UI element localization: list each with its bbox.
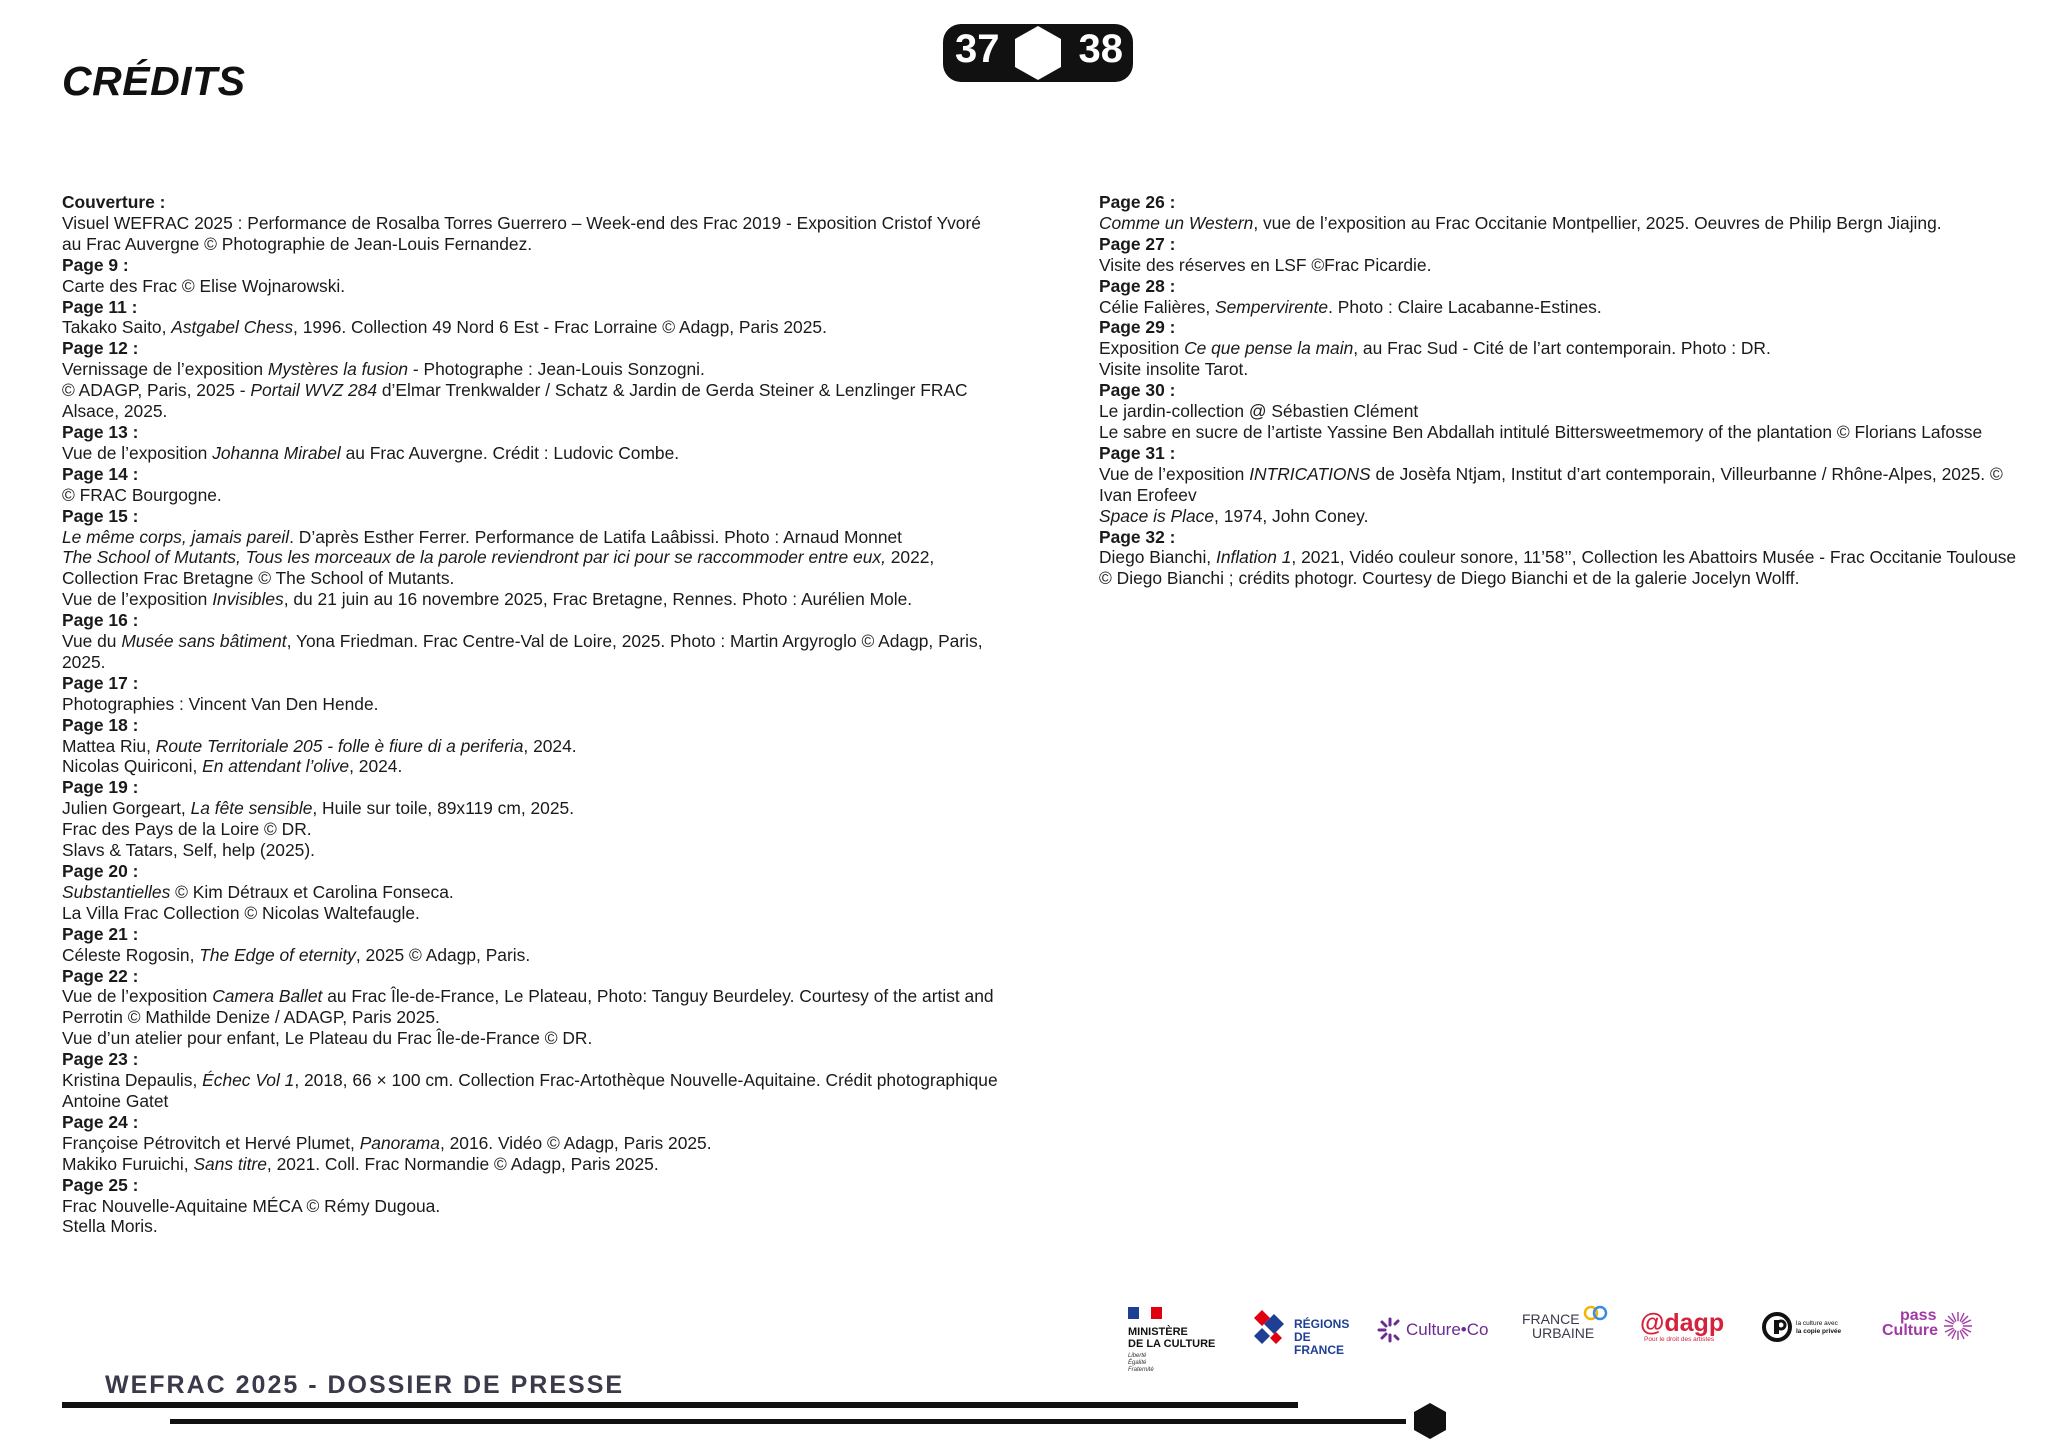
credit-work-title: Sans titre	[193, 1153, 267, 1174]
credit-text: , du 21 juin au 16 novembre 2025, Frac Bretagne, Rennes. Photo : Aurélien Mole.	[283, 589, 913, 610]
france-urbaine-line2: URBAINE	[1532, 1325, 1595, 1341]
credit-text: , 2021, Vidéo couleur sonore, 11’58’’, Collection les Abattoirs Musée - Frac Occitanie Toulouse © Diego Bianchi ; crédits photogr. Courtesy de Diego Bianchi et de la galerie Jocelyn Wolff.	[1099, 547, 2017, 589]
credit-line	[62, 317, 1002, 338]
credit-line	[62, 819, 1002, 840]
credit-text: au Frac Auvergne. Crédit : Ludovic Combe.	[340, 442, 680, 463]
credit-text: La Villa Frac Collection © Nicolas Waltefaugle.	[62, 902, 420, 923]
credit-page-heading: Couverture :	[62, 192, 166, 212]
credit-line	[62, 276, 1002, 297]
credit-line	[1099, 401, 2019, 422]
credit-entry	[62, 610, 1002, 673]
credit-work-title: Johanna Mirabel	[212, 442, 341, 463]
credit-entry	[62, 255, 1002, 297]
credit-text: , 2024.	[523, 735, 577, 756]
regions-line2: DE FRANCE	[1294, 1330, 1344, 1357]
credit-work-title: Comme un Western	[1099, 212, 1254, 233]
credit-work-title: La fête sensible	[190, 798, 313, 819]
credit-text: Slavs & Tatars, Self, help (2025).	[62, 840, 315, 861]
credit-line	[62, 798, 1002, 819]
credit-work-title: Mystères la fusion	[267, 359, 409, 380]
credit-work-title: The Edge of eternity	[199, 944, 356, 965]
credit-line	[62, 359, 1002, 380]
regions-line1: RÉGIONS	[1294, 1317, 1350, 1331]
credit-line	[62, 547, 1002, 589]
credit-line	[1099, 547, 2019, 589]
credit-line	[62, 527, 1002, 548]
credit-text: Visite des réserves en LSF ©Frac Picardie.	[1099, 254, 1432, 275]
credit-work-title: Portail WVZ 284	[250, 380, 378, 401]
france-urbaine-line1: FRANCE	[1522, 1311, 1580, 1327]
credit-line	[62, 443, 1002, 464]
pass-culture-star-icon	[1942, 1310, 1974, 1342]
credit-entry	[62, 422, 1002, 464]
credit-entry	[62, 464, 1002, 506]
credit-work-title: Panorama	[359, 1132, 440, 1153]
credit-line	[62, 485, 1002, 506]
credit-page-heading: Page 31 :	[1099, 442, 1176, 463]
credit-entry	[62, 966, 1002, 1050]
credit-text: © ADAGP, Paris, 2025 -	[62, 380, 251, 401]
credit-page-heading: Page 24 :	[62, 1111, 139, 1132]
credit-entry	[1099, 443, 2019, 527]
credit-text: de Josèfa Ntjam, Institut d’art contemporain, Villeurbanne / Rhône-Alpes, 2025. © Ivan Erofeev	[1099, 463, 2003, 505]
adagp-logo	[1640, 1310, 1740, 1354]
credit-text: , 2021. Coll. Frac Normandie © Adagp, Paris 2025.	[266, 1153, 659, 1174]
credit-line	[62, 1154, 1002, 1175]
credit-line	[1099, 255, 2019, 276]
copie-privee-icon	[1762, 1312, 1792, 1342]
credit-page-heading: Page 16 :	[62, 610, 139, 631]
credit-page-heading: Page 14 :	[62, 463, 139, 484]
credit-page-heading: Page 9 :	[62, 254, 129, 275]
credit-work-title: Substantielles	[62, 881, 171, 902]
credit-text: Nicolas Quiriconi,	[62, 756, 203, 777]
credit-line	[1099, 359, 2019, 380]
credit-page-heading: Page 29 :	[1099, 317, 1176, 338]
credit-work-title: Ce que pense la main	[1184, 338, 1354, 359]
credit-text: Julien Gorgeart,	[62, 798, 191, 819]
credit-text: Takako Saito,	[62, 317, 172, 338]
credit-entry	[62, 715, 1002, 778]
credit-entry	[62, 673, 1002, 715]
credit-page-heading: Page 27 :	[1099, 233, 1176, 254]
credit-line	[62, 589, 1002, 610]
credit-line	[62, 756, 1002, 777]
credit-page-heading: Page 30 :	[1099, 380, 1176, 401]
credit-line	[62, 1216, 1002, 1237]
credit-line	[62, 694, 1002, 715]
pass-culture-line1: pass	[1900, 1307, 1937, 1324]
credit-page-heading: Page 20 :	[62, 861, 139, 881]
credit-line	[62, 882, 1002, 903]
page-number-badge	[943, 24, 1133, 82]
ministere-culture-logo	[1128, 1306, 1228, 1380]
adagp-tagline: Pour le droit des artistes	[1644, 1336, 1715, 1343]
credit-text: d’Elmar Trenkwalder / Schatz & Jardin de Gerda Steiner & Lenzlinger FRAC Alsace, 2025.	[62, 380, 968, 422]
regions-de-france-logo	[1252, 1306, 1362, 1357]
copie-privee-line2: la copie privée	[1796, 1328, 1842, 1335]
credit-work-title: The School of Mutants, Tous les morceaux de la parole reviendront par ici pour se raccommoder entre eux,	[62, 547, 886, 568]
credit-page-heading: Page 11 :	[62, 296, 138, 317]
credit-page-heading: Page 26 :	[1099, 192, 1176, 212]
credit-line	[1099, 297, 2019, 318]
page-title: CRÉDITS	[62, 58, 246, 104]
credit-page-heading: Page 28 :	[1099, 275, 1176, 296]
credit-entry	[1099, 276, 2019, 318]
credit-line	[62, 631, 1002, 673]
credit-text: . Photo : Claire Lacabanne-Estines.	[1328, 296, 1602, 317]
credit-line	[1099, 464, 2019, 506]
credit-text: Vue de l’exposition	[62, 986, 213, 1007]
credit-text: , Huile sur toile, 89x119 cm, 2025.	[312, 798, 575, 819]
credit-text: Kristina Depaulis,	[62, 1070, 203, 1091]
credit-entry	[62, 924, 1002, 966]
credit-text: Françoise Pétrovitch et Hervé Plumet,	[62, 1132, 360, 1153]
credit-text: , 2025 © Adagp, Paris.	[355, 944, 531, 965]
sunburst-icon	[1376, 1316, 1404, 1344]
credit-text: Mattea Riu,	[62, 735, 156, 756]
regions-diamond-icon	[1252, 1306, 1288, 1346]
credit-text: Frac Nouvelle-Aquitaine MÉCA © Rémy Dugoua.	[62, 1195, 441, 1216]
credit-text: - Photographe : Jean-Louis Sonzogni.	[408, 359, 705, 380]
credit-text: Le sabre en sucre de l’artiste Yassine Ben Abdallah intitulé Bittersweetmemory of the plantation © Florians Lafosse	[1099, 421, 1983, 442]
credit-entry	[62, 192, 1002, 255]
footer-hexagon-icon	[1413, 1402, 1447, 1440]
credit-work-title: Le même corps, jamais pareil	[62, 526, 290, 547]
credit-work-title: Camera Ballet	[212, 986, 323, 1007]
credit-entry	[62, 861, 1002, 924]
credit-entry	[62, 506, 1002, 611]
credit-text: Frac des Pays de la Loire © DR.	[62, 819, 312, 840]
credit-work-title: Inflation 1	[1215, 547, 1292, 568]
credit-page-heading: Page 15 :	[62, 505, 139, 526]
credit-page-heading: Page 23 :	[62, 1049, 139, 1070]
credit-text: © Kim Détraux et Carolina Fonseca.	[170, 881, 454, 902]
credit-text: , au Frac Sud - Cité de l’art contemporain. Photo : DR.	[1353, 338, 1771, 359]
copie-privee-line1: la culture avec	[1796, 1320, 1838, 1327]
pass-culture-line2: Culture	[1882, 1322, 1938, 1339]
france-urbaine-knot-icon	[1582, 1304, 1610, 1324]
credit-work-title: INTRICATIONS	[1249, 463, 1371, 484]
credit-text: © FRAC Bourgogne.	[62, 484, 222, 505]
credit-line	[62, 1133, 1002, 1154]
credit-text: Makiko Furuichi,	[62, 1153, 194, 1174]
credit-page-heading: Page 12 :	[62, 338, 139, 359]
credit-line	[62, 903, 1002, 924]
page-number-left: 37	[955, 27, 1000, 71]
credit-text: Photographies : Vincent Van Den Hende.	[62, 693, 379, 714]
credits-column-left	[62, 192, 1002, 1237]
pass-culture-logo	[1882, 1308, 1982, 1348]
credit-page-heading: Page 13 :	[62, 421, 139, 442]
credit-text: , 2016. Vidéo © Adagp, Paris 2025.	[439, 1132, 712, 1153]
credit-text: Diego Bianchi,	[1099, 547, 1216, 568]
credit-line	[1099, 213, 2019, 234]
credit-text: , 1974, John Coney.	[1214, 505, 1369, 526]
credit-page-heading: Page 17 :	[62, 672, 139, 693]
credit-line	[62, 736, 1002, 757]
credit-text: Exposition	[1099, 338, 1185, 359]
credit-line	[62, 1028, 1002, 1049]
ministere-line1: MINISTÈRE	[1128, 1326, 1188, 1338]
credit-page-heading: Page 25 :	[62, 1174, 139, 1195]
credit-text: Le jardin-collection @ Sébastien Clément	[1099, 401, 1419, 422]
credit-text: Vue de l’exposition	[1099, 463, 1250, 484]
credit-work-title: Invisibles	[212, 589, 284, 610]
credit-page-heading: Page 32 :	[1099, 526, 1176, 547]
ministere-motto-1: Liberté	[1128, 1353, 1147, 1359]
page-number-right: 38	[1078, 27, 1123, 71]
credit-line	[1099, 422, 2019, 443]
credit-entry	[1099, 192, 2019, 234]
credit-entry	[1099, 380, 2019, 443]
credit-work-title: Astgabel Chess	[171, 317, 294, 338]
ministere-line2: DE LA CULTURE	[1128, 1338, 1216, 1350]
credit-entry	[62, 1112, 1002, 1175]
credit-entry	[62, 777, 1002, 861]
credit-work-title: En attendant l’olive	[202, 756, 350, 777]
french-flag-icon	[1128, 1307, 1162, 1319]
credit-work-title: Route Territoriale 205 - folle è fiure di a periferia	[155, 735, 524, 756]
credit-entry	[1099, 527, 2019, 590]
adagp-text: @dagp	[1640, 1309, 1725, 1337]
credit-line	[62, 213, 1002, 255]
ministere-motto-2: Égalité	[1128, 1360, 1147, 1366]
credit-text: . D’après Esther Ferrer. Performance de Latifa Laâbissi. Photo : Arnaud Monnet	[289, 526, 902, 547]
footer-title: WEFRAC 2025 - DOSSIER DE PRESSE	[105, 1371, 625, 1399]
credit-work-title: Échec Vol 1	[202, 1070, 295, 1091]
credit-text: Vue de l’exposition	[62, 442, 213, 463]
credit-text: , 2024.	[349, 756, 403, 777]
credit-text: , Yona Friedman. Frac Centre-Val de Loire, 2025. Photo : Martin Argyroglo © Adagp, Paris, 2025.	[62, 631, 983, 672]
credit-text: Vue du	[62, 631, 122, 652]
credit-line	[62, 840, 1002, 861]
credit-work-title: Sempervirente	[1214, 296, 1329, 317]
credit-page-heading: Page 22 :	[62, 965, 139, 986]
credit-line	[62, 986, 1002, 1028]
credit-entry	[62, 1049, 1002, 1112]
credit-page-heading: Page 18 :	[62, 714, 139, 735]
credits-column-right	[1099, 192, 2019, 589]
credit-line	[1099, 338, 2019, 359]
credit-entry	[62, 297, 1002, 339]
credit-text: Vue de l’exposition	[62, 589, 213, 610]
credit-text: , 1996. Collection 49 Nord 6 Est - Frac Lorraine © Adagp, Paris 2025.	[293, 317, 827, 338]
ministere-motto-3: Fraternité	[1128, 1367, 1154, 1373]
credit-text: au Frac Île-de-France, Le Plateau, Photo: Tanguy Beurdeley. Courtesy of the artist and Perrotin © Mathilde Denize / ADAGP, Paris 2025.	[62, 986, 994, 1028]
credit-text: 2022, Collection Frac Bretagne © The School of Mutants.	[62, 547, 935, 589]
credit-line	[62, 1196, 1002, 1217]
credit-page-heading: Page 21 :	[62, 923, 139, 944]
culture-co-logo	[1376, 1316, 1496, 1346]
credit-entry	[62, 1175, 1002, 1238]
credit-page-heading: Page 19 :	[62, 777, 139, 798]
france-urbaine-logo	[1522, 1304, 1612, 1348]
copie-privee-logo	[1762, 1312, 1862, 1348]
credit-work-title: Space is Place	[1099, 505, 1215, 526]
credit-text: Visite insolite Tarot.	[1099, 359, 1249, 380]
credit-text: Vue d’un atelier pour enfant, Le Plateau du Frac Île-de-France © DR.	[62, 1028, 593, 1049]
credit-text: Stella Moris.	[62, 1216, 158, 1237]
credit-entry	[1099, 317, 2019, 380]
credit-text: Visuel WEFRAC 2025 : Performance de Rosalba Torres Guerrero – Week-end des Frac 2019 - Exposition Cristof Yvoré au Frac Auvergne © Photographie de Jean-Louis Fernandez.	[62, 212, 981, 254]
credit-line	[62, 945, 1002, 966]
partner-logos	[1128, 1300, 1998, 1380]
credit-text: Céleste Rogosin,	[62, 944, 200, 965]
credit-text: Carte des Frac © Elise Wojnarowski.	[62, 275, 346, 296]
footer-rule-top	[62, 1402, 1298, 1408]
culture-co-text: Culture•Co	[1406, 1320, 1489, 1339]
credit-text: , vue de l’exposition au Frac Occitanie Montpellier, 2025. Oeuvres de Philip Bergn Jiajing.	[1253, 212, 1942, 233]
credit-line	[62, 1070, 1002, 1112]
credit-entry	[62, 338, 1002, 422]
credit-work-title: Musée sans bâtiment	[121, 631, 287, 652]
credit-text: Célie Falières,	[1099, 296, 1215, 317]
hexagon-icon	[1011, 24, 1065, 82]
credit-entry	[1099, 234, 2019, 276]
credit-line	[62, 380, 1002, 422]
footer-rule-bottom	[170, 1419, 1406, 1424]
credit-text: Vernissage de l’exposition	[62, 359, 268, 380]
credit-text: , 2018, 66 × 100 cm. Collection Frac-Artothèque Nouvelle-Aquitaine. Crédit photographique Antoine Gatet	[62, 1070, 998, 1111]
credit-line	[1099, 506, 2019, 527]
